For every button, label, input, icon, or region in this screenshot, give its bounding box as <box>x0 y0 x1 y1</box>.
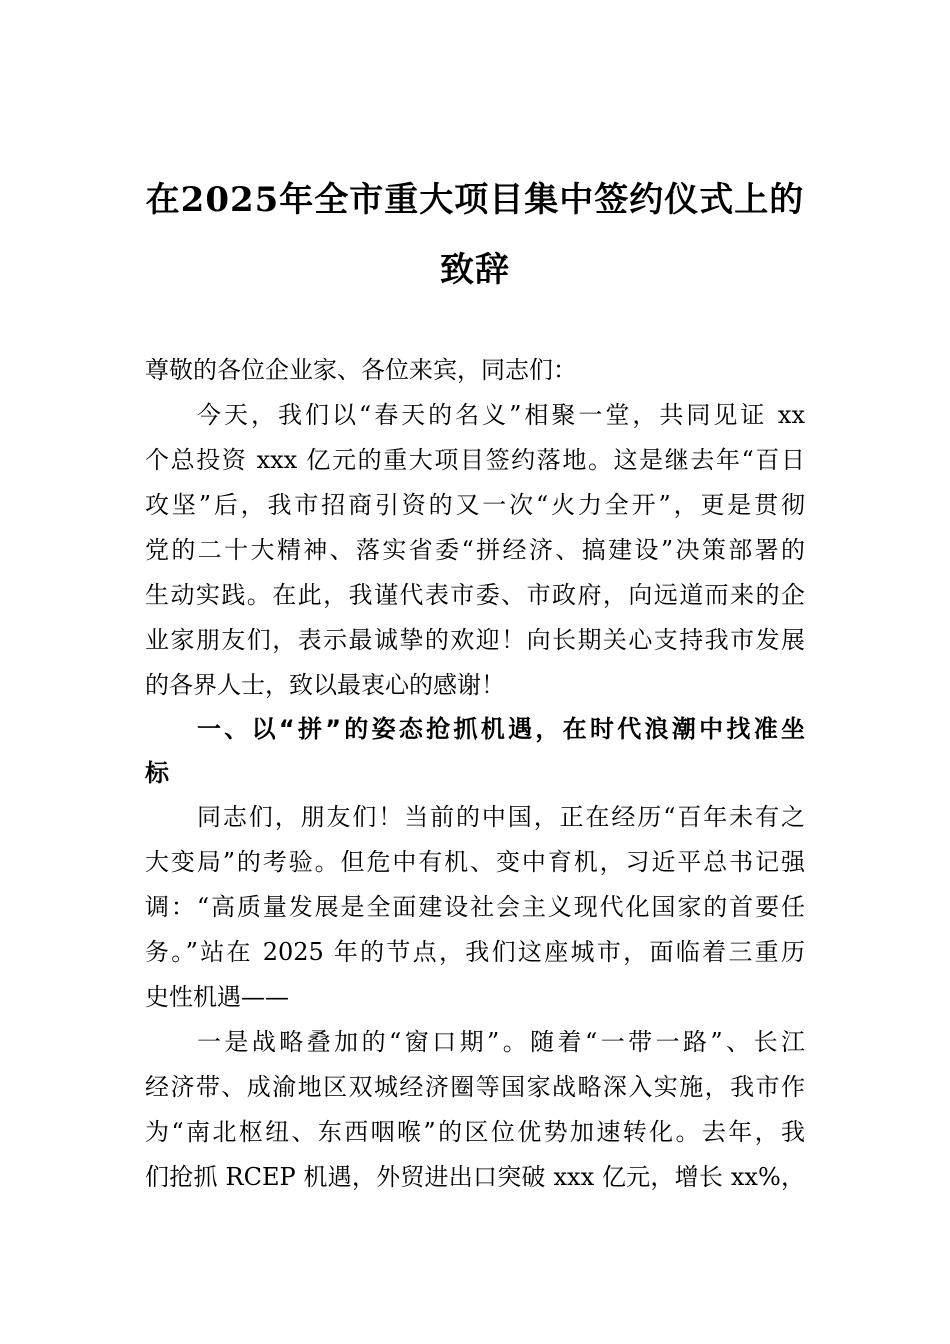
paragraph-line: 经济带、成渝地区双城经济圈等国家战略深入实施，我市作 <box>145 1073 805 1101</box>
paragraph-line: 务。”站在 2025 年的节点，我们这座城市，面临着三重历 <box>145 938 805 966</box>
document-title-line-1: 在2025年全市重大项目集中签约仪式上的 <box>145 180 805 220</box>
paragraph-line: 党的二十大精神、落实省委“拼经济、搞建设”决策部署的 <box>145 536 805 564</box>
paragraph-line: 生动实践。在此，我谨代表市委、市政府，向远道而来的企 <box>145 581 805 609</box>
document-title-line-2: 致辞 <box>440 250 510 290</box>
salutation: 尊敬的各位企业家、各位来宾，同志们： <box>145 356 577 384</box>
paragraph-line: 业家朋友们，表示最诚挚的欢迎！向长期关心支持我市发展 <box>145 626 805 654</box>
paragraph-line: 为“南北枢纽、东西咽喉”的区位优势加速转化。去年，我 <box>145 1118 805 1146</box>
paragraph-line: 今天，我们以“春天的名义”相聚一堂，共同见证 xx <box>197 401 805 429</box>
paragraph-line: 的各界人士，致以最衷心的感谢！ <box>145 671 505 699</box>
paragraph-line: 们抢抓 RCEP 机遇，外贸进出口突破 xxx 亿元，增长 xx%， <box>145 1163 805 1191</box>
section-heading-line: 标 <box>145 759 169 787</box>
section-heading-line: 一、以“拼”的姿态抢抓机遇，在时代浪潮中找准坐 <box>197 715 805 743</box>
paragraph-line: 一是战略叠加的“窗口期”。随着“一带一路”、长江 <box>197 1028 805 1056</box>
paragraph-line: 同志们，朋友们！当前的中国，正在经历“百年未有之 <box>197 803 805 831</box>
paragraph-line: 攻坚”后，我市招商引资的又一次“火力全开”，更是贯彻 <box>145 491 805 519</box>
paragraph-line: 史性机遇—— <box>145 983 289 1011</box>
paragraph-line: 调：“高质量发展是全面建设社会主义现代化国家的首要任 <box>145 893 805 921</box>
paragraph-line: 大变局”的考验。但危中有机、变中育机，习近平总书记强 <box>145 848 805 876</box>
paragraph-line: 个总投资 xxx 亿元的重大项目签约落地。这是继去年“百日 <box>145 446 805 474</box>
